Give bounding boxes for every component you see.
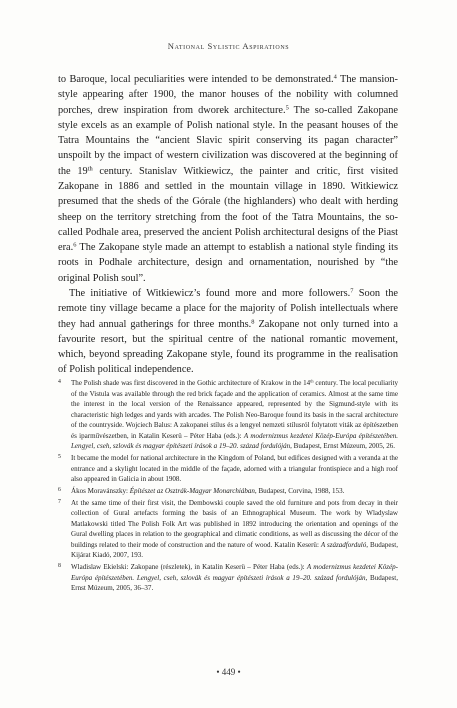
text-run: to Baroque, local peculiarities were intended to be demonstrated. — [58, 74, 334, 85]
footnote-ref: th — [310, 378, 314, 384]
italic-title: A modernizmus kezdetei Közép-Európa építészetében. Lengyel, cseh, szlovák és magyar építészeti írások a 19–20. század fordulóján — [71, 431, 399, 451]
footnotes — [58, 378, 398, 595]
text-run: century. The local peculiarity of the Vistula was available through the red brick façade and the application of ceramics. Almost at the same time the interest in the local version of the Renaissance appeared, represented by the Sigmund-style with its characteristic high ledges and yards with arcades. The Polish Neo-Baroque found its basis in the sacral architecture of the countryside. Wojciech Balus: A zakopanei stílus és a lengyel nemzeti stílusról folytatott viták az építészetben és iparművészetben, in Katalin Keserü – Péter Haba (eds.): — [71, 379, 398, 440]
footnote-4 — [58, 378, 398, 452]
text-run: The initiative of Witkiewicz’s found more and more followers. — [69, 287, 351, 299]
footnote-6 — [58, 486, 398, 497]
text-run: The so-called Zakopane style excels as an example of Polish national style. In the peasant houses of the Tatra Mountains the “ancient Slavic spirit conserving its pagan character” unspoilt by the impact of western civilization was discovered at the beginning of the 19 — [58, 104, 398, 177]
footnote-number: 8 — [58, 563, 61, 570]
footnote-number: 4 — [58, 379, 61, 385]
text-run: The Polish shade was first discovered in the Gothic architecture of Krakow in the 14 — [71, 379, 311, 387]
footnote-ref: 4 — [333, 73, 337, 81]
text-run: Ákos Moravánszky: — [71, 486, 130, 495]
footnote-ref: th — [87, 165, 93, 173]
text-run: The Zakopane style made an attempt to establish a national style finding its roots in Podhale architecture, design and ornamentation, nourished by “the original Polish soul”. — [58, 242, 398, 284]
footnote-ref: 5 — [285, 104, 289, 112]
italic-title: A modernizmus kezdetei Közép-Európa építészetében. Lengyel, cseh, szlovák és magyar építészeti írások a 19–20. század fordulóján — [71, 563, 398, 582]
text-run: It became the model for national architecture in the Kingdom of Poland, but edifices designed with a veranda at the entrance and a skylight located in the middle of the façade, adorned with a triangular frontispiece and a high roof also appeared in Galicia in about 1908. — [71, 454, 398, 484]
text-run: century. Stanislav Witkiewicz, the painter and critic, first visited Zakopane in 1886 and settled in the mountain village in 1890. Witkiewicz presumed that the sheds of the Górale (the highlanders) who dealt with herding sheep on the territory stretching from the foot of the Tatra Mountains, the so-called Podhale area, preserved the ancient Polish architectural designs of the Piast era. — [58, 165, 398, 254]
page-number: • 449 • — [216, 667, 241, 677]
text-run: , Budapest, Corvina, 1988, 153. — [254, 486, 345, 495]
text-run: The mansion-style appearing after 1900, the manor houses of the nobility with columned porches, drew inspiration from dworek architecture. — [58, 74, 399, 116]
text-run: Zakopane not only turned into a favourite resort, but the spiritual centre of the national romantic movement, which, beyond spreading Zakopane style, found its programme in the realisation of Polish political independence. — [58, 318, 399, 376]
footnote-number: 5 — [58, 454, 61, 461]
running-head: National Sylistic Aspirations — [167, 41, 290, 51]
footnote-number: 6 — [58, 486, 61, 493]
text-run: At the same time of their first visit, the Dembowski couple saved the old furniture and pots from decay in their collection of Gural artefacts forming the basis of an Ethnographical Museum. The work by Wladyslaw Matlakowski titled The Polish Folk Art was published in 1892 introducing the orientation and openings of the Gural dwelling places in relation to the geographical and climatic conditions, as well as discussing the décor of the buildings related to their mode of construction and the nature of wood. Katalin Keserü: — [71, 498, 398, 549]
footnote-number: 7 — [58, 498, 61, 505]
paragraph — [58, 72, 398, 286]
footnote-ref: 8 — [251, 317, 255, 325]
footnote-8 — [58, 562, 398, 594]
text-run: , Budapest, Kijárat Kiadó, 2007, 193. — [71, 540, 398, 560]
footnote-5 — [58, 453, 398, 485]
paragraph — [58, 286, 398, 378]
italic-title: Építészet az Osztrák-Magyar Monarchiában — [129, 486, 255, 495]
text-run: , Budapest, Ernst Múzeum, 2005, 36–37. — [71, 573, 398, 593]
body-text — [58, 72, 398, 378]
italic-title: A századforduló — [320, 540, 367, 549]
text-run: , Budapest, Ernst Múzeum, 2005, 26. — [290, 442, 396, 451]
footnote-ref: 6 — [73, 241, 77, 249]
footnote-7 — [58, 498, 398, 561]
footnote-ref: 7 — [350, 287, 354, 295]
text-run: Soon the remote tiny village became a place for the majority of Polish intellectuals where they had annual gatherings for three months. — [58, 287, 399, 330]
text-run: Wladislaw Ekielski: Zakopane (részletek), in Katalin Keserü – Péter Haba (eds.): — [71, 563, 307, 572]
